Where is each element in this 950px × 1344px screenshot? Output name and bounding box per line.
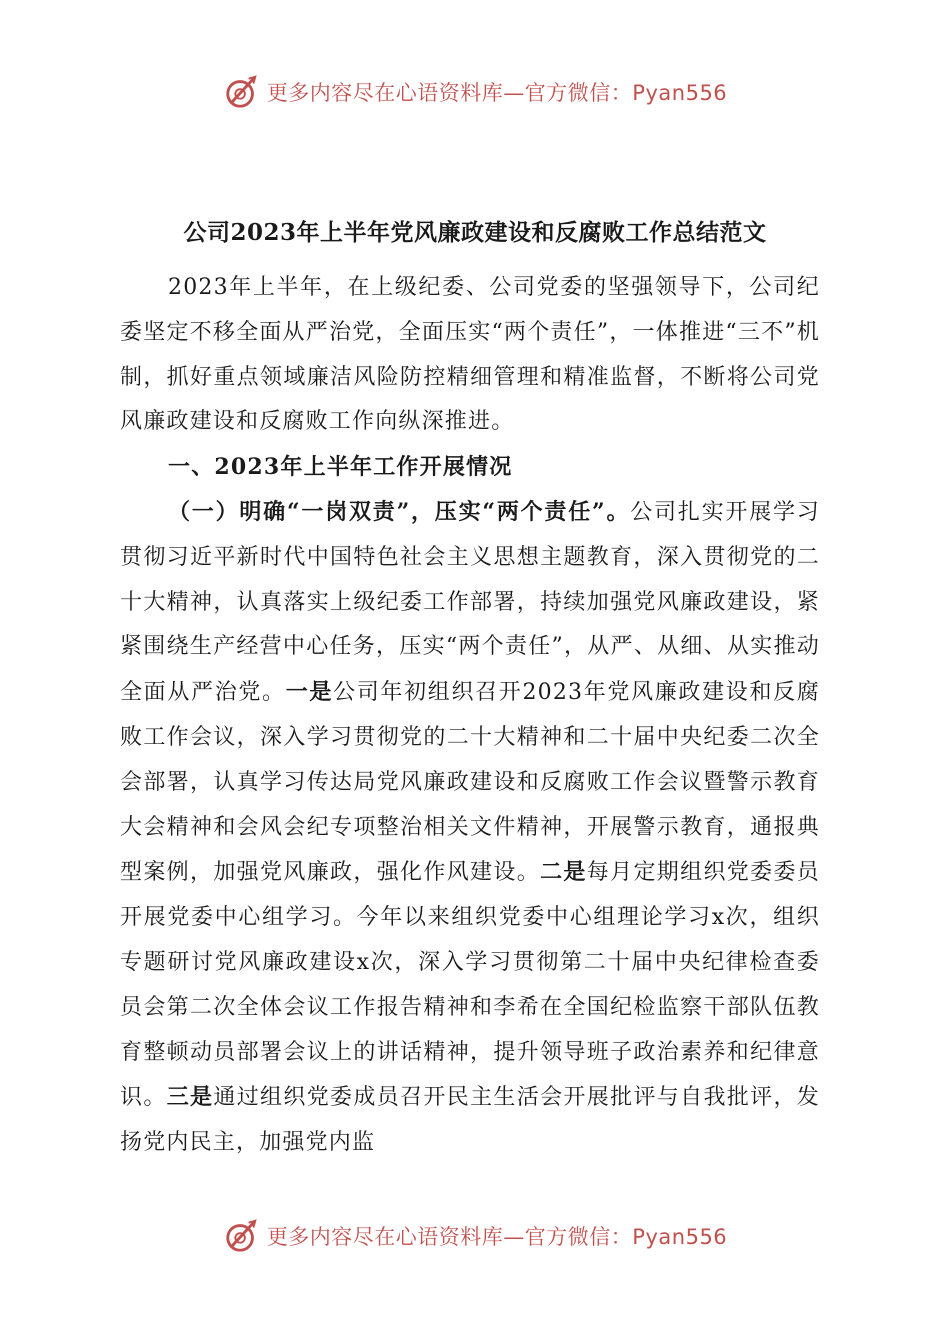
point-label-3: 三是 xyxy=(166,1084,214,1111)
body-paragraph-1 xyxy=(120,490,820,1166)
point-label-2: 二是 xyxy=(540,859,587,886)
watermark-banner-top xyxy=(0,72,950,112)
point-text-3: 通过组织党委成员召开民主生活会开展批评与自我批评，发扬党内民主，加强党内监 xyxy=(120,1085,821,1156)
section-heading-1: 一、2023年上半年工作开展情况 xyxy=(168,454,513,480)
intro-paragraph: 2023年上半年，在上级纪委、公司党委的坚强领导下，公司纪委坚定不移全面从严治党，全面压实“两个责任”，一体推进“三不”机制，抓好重点领域廉洁风险防控精细管理和精准监督，不断将公司党风廉政建设和反腐败工作向纵深推进。 xyxy=(120,275,820,435)
watermark-banner-bottom xyxy=(0,1216,950,1256)
subsection-heading-1: （一）明确“一岗双责”，压实“两个责任”。 xyxy=(168,499,631,525)
watermark-text: 更多内容尽在心语资料库—官方微信：Pyan556 xyxy=(266,81,728,105)
document-title: 公司2023年上半年党风廉政建设和反腐败工作总结范文 xyxy=(183,219,767,246)
watermark-text: 更多内容尽在心语资料库—官方微信：Pyan556 xyxy=(266,1225,728,1249)
watermark-logo-icon xyxy=(223,73,261,111)
point-label-1: 一是 xyxy=(285,679,334,706)
point-text-1: 公司年初组织召开2023年党风廉政建设和反腐败工作会议，深入学习贯彻党的二十大精神和二十届中央纪委二次全会部署，认真学习传达局党风廉政建设和反腐败工作会议暨警示教育大会精神和会风会纪专项整治相关文件精神，开展警示教育，通报典型案例，加强党风廉政，强化作风建设。 xyxy=(120,680,820,886)
subsection-text-1: 公司扎实开展学习贯彻习近平新时代中国特色社会主义思想主题教育，深入贯彻党的二十大精神，认真落实上级纪委工作部署，持续加强党风廉政建设，紧紧围绕生产经营中心任务，压实“两个责任”，从严、从细、从实推动全面从严治党。 xyxy=(120,500,820,706)
watermark-logo-icon xyxy=(223,1217,261,1255)
point-text-2: 每月定期组织党委委员开展党委中心组学习。今年以来组织党委中心组理论学习x次，组织专题研讨党风廉政建设x次，深入学习贯彻第二十届中央纪律检查委员会第二次全体会议工作报告精神和李希在全国纪检监察干部队伍教育整顿动员部署会议上的讲话精神，提升领导班子政治素养和纪律意识。 xyxy=(120,860,820,1111)
